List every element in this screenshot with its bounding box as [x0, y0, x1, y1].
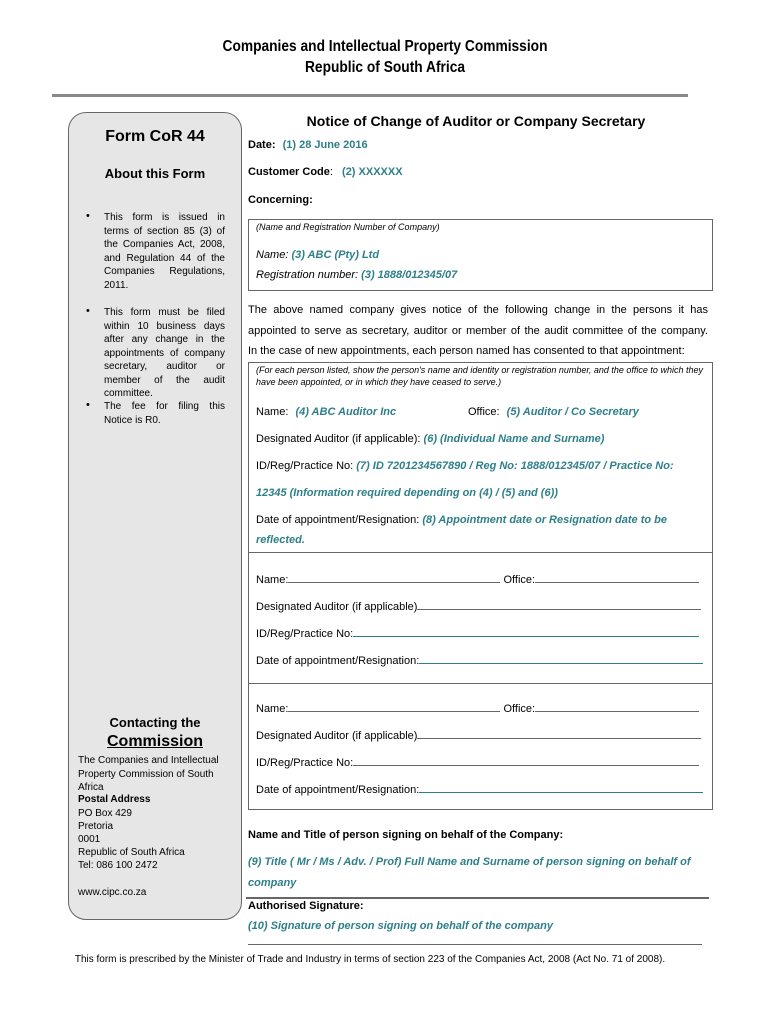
person-divider [248, 552, 713, 553]
about-heading: About this Form [104, 166, 206, 181]
bullet-icon: • [86, 399, 90, 411]
customer-code-colon: : [329, 166, 333, 178]
contact-org: The Companies and Intellectual Property Commission of South Africa [78, 755, 219, 793]
postal-line: PO Box 429 [78, 808, 132, 819]
person2-name-field[interactable] [288, 572, 500, 583]
person3-name-label: Name: [256, 703, 289, 715]
notice-line-3: In the case of new appointments, each person named has consented to that appointment: [248, 345, 685, 357]
company-box-hint: (Name and Registration Number of Company) [256, 222, 440, 232]
person2-office-field[interactable] [535, 572, 699, 583]
person1-date-label: Date of appointment/Resignation: [256, 514, 420, 526]
person1-office-label: Office: [468, 406, 500, 418]
person1-id-value-cont[interactable]: 12345 (Information required depending on (4) / (5) and (6)) [256, 487, 558, 499]
person1-id-value[interactable]: (7) ID 7201234567890 / Reg No: 1888/012345/07 / Practice No: [356, 460, 674, 472]
person3-date-label: Date of appointment/Resignation: [256, 784, 420, 796]
form-title: Notice of Change of Auditor or Company Secretary [306, 113, 646, 129]
postal-line: Pretoria [78, 821, 114, 832]
person3-office-label: Office: [503, 703, 536, 715]
person2-date-field[interactable] [419, 653, 703, 664]
header-title-line1: Companies and Intellectual Property Commission [222, 38, 548, 55]
signing-title-label: Name and Title of person signing on behalf of the Company: [248, 829, 564, 841]
person2-id-label: ID/Reg/Practice No: [256, 628, 354, 640]
person2-date-label: Date of appointment/Resignation: [256, 655, 420, 667]
bullet-icon: • [86, 210, 90, 222]
person3-office-field[interactable] [535, 701, 699, 712]
person1-date-value-cont[interactable]: reflected. [256, 534, 305, 546]
person1-name-value[interactable]: (4) ABC Auditor Inc [295, 406, 397, 418]
contact-heading-1: Contacting the [109, 715, 201, 730]
person1-office-value[interactable]: (5) Auditor / Co Secretary [506, 406, 639, 418]
company-name-value[interactable]: (3) ABC (Pty) Ltd [291, 249, 380, 261]
person1-name-label: Name: [256, 406, 289, 418]
signing-title-value-cont[interactable]: company [248, 877, 297, 889]
person3-id-label: ID/Reg/Practice No: [256, 757, 354, 769]
website-link[interactable]: www.cipc.co.za [78, 887, 147, 898]
postal-line: 0001 [78, 834, 101, 845]
form-code: Form CoR 44 [105, 128, 205, 145]
notice-line-2: appointed to serve as secretary, auditor or member of the audit committee of the company. [248, 325, 708, 337]
company-name-label: Name: [256, 249, 289, 261]
person3-name-field[interactable] [288, 701, 500, 712]
customer-code-value[interactable]: (2) XXXXXX [342, 166, 403, 178]
person3-auditor-label: Designated Auditor (if applicable) [256, 730, 418, 742]
about-bullet-3: The fee for filing this Notice is R0. [104, 401, 225, 426]
person1-date-value[interactable]: (8) Appointment date or Resignation date to be [422, 514, 667, 526]
person1-auditor-value[interactable]: (6) (Individual Name and Surname) [423, 433, 605, 445]
footer-note: This form is prescribed by the Minister of Trade and Industry in terms of section 223 of the Companies Act, 2008 (Act No. 71 of 2008). [74, 954, 666, 965]
person2-office-label: Office: [503, 574, 536, 586]
person3-auditor-field[interactable] [417, 728, 701, 739]
persons-box [248, 362, 713, 810]
concerning-label: Concerning: [248, 194, 313, 206]
persons-hint: (For each person listed, show the person's name and identity or registration number, and the office to which they have been appointed, or in which they have ceased to serve.) [256, 365, 703, 387]
person2-auditor-field[interactable] [417, 599, 701, 610]
postal-heading: Postal Address [78, 794, 151, 805]
header-divider [52, 94, 688, 97]
person-divider [248, 683, 713, 684]
signature-line [248, 944, 702, 945]
person3-id-field[interactable] [353, 755, 699, 766]
person2-name-label: Name: [256, 574, 289, 586]
notice-line-1: The above named company gives notice of the following change in the persons it has [248, 304, 708, 316]
signature-value[interactable]: (10) Signature of person signing on behalf of the company [248, 920, 553, 932]
person1-id-label: ID/Reg/Practice No: [256, 460, 354, 472]
signing-title-value[interactable]: (9) Title ( Mr / Ms / Adv. / Prof) Full Name and Surname of person signing on behalf of [248, 856, 691, 868]
postal-line: Republic of South Africa [78, 847, 185, 858]
person1-auditor-label: Designated Auditor (if applicable): [256, 433, 421, 445]
header-title-line2: Republic of South Africa [304, 59, 466, 76]
date-label: Date: [248, 139, 276, 151]
date-value[interactable]: (1) 28 June 2016 [282, 139, 368, 151]
customer-code-label: Customer Code [248, 166, 330, 178]
bullet-icon: • [86, 305, 90, 317]
contact-heading-2: Commission [106, 733, 203, 750]
postal-line: Tel: 086 100 2472 [78, 860, 158, 871]
signature-label: Authorised Signature: [248, 900, 364, 912]
person2-id-field[interactable] [353, 626, 699, 637]
registration-label: Registration number: [256, 269, 359, 281]
signing-divider [246, 897, 709, 899]
registration-value[interactable]: (3) 1888/012345/07 [361, 269, 458, 281]
person3-date-field[interactable] [419, 782, 703, 793]
person2-auditor-label: Designated Auditor (if applicable) [256, 601, 418, 613]
about-bullet-2: This form must be filed within 10 business days after any change in the appointments of company secretary, auditor or member of the audit committee. [104, 307, 225, 399]
about-bullet-1: This form is issued in terms of section 85 (3) of the Companies Act, 2008, and Regulation 44 of the Companies Regulations, 2011. [104, 212, 225, 291]
